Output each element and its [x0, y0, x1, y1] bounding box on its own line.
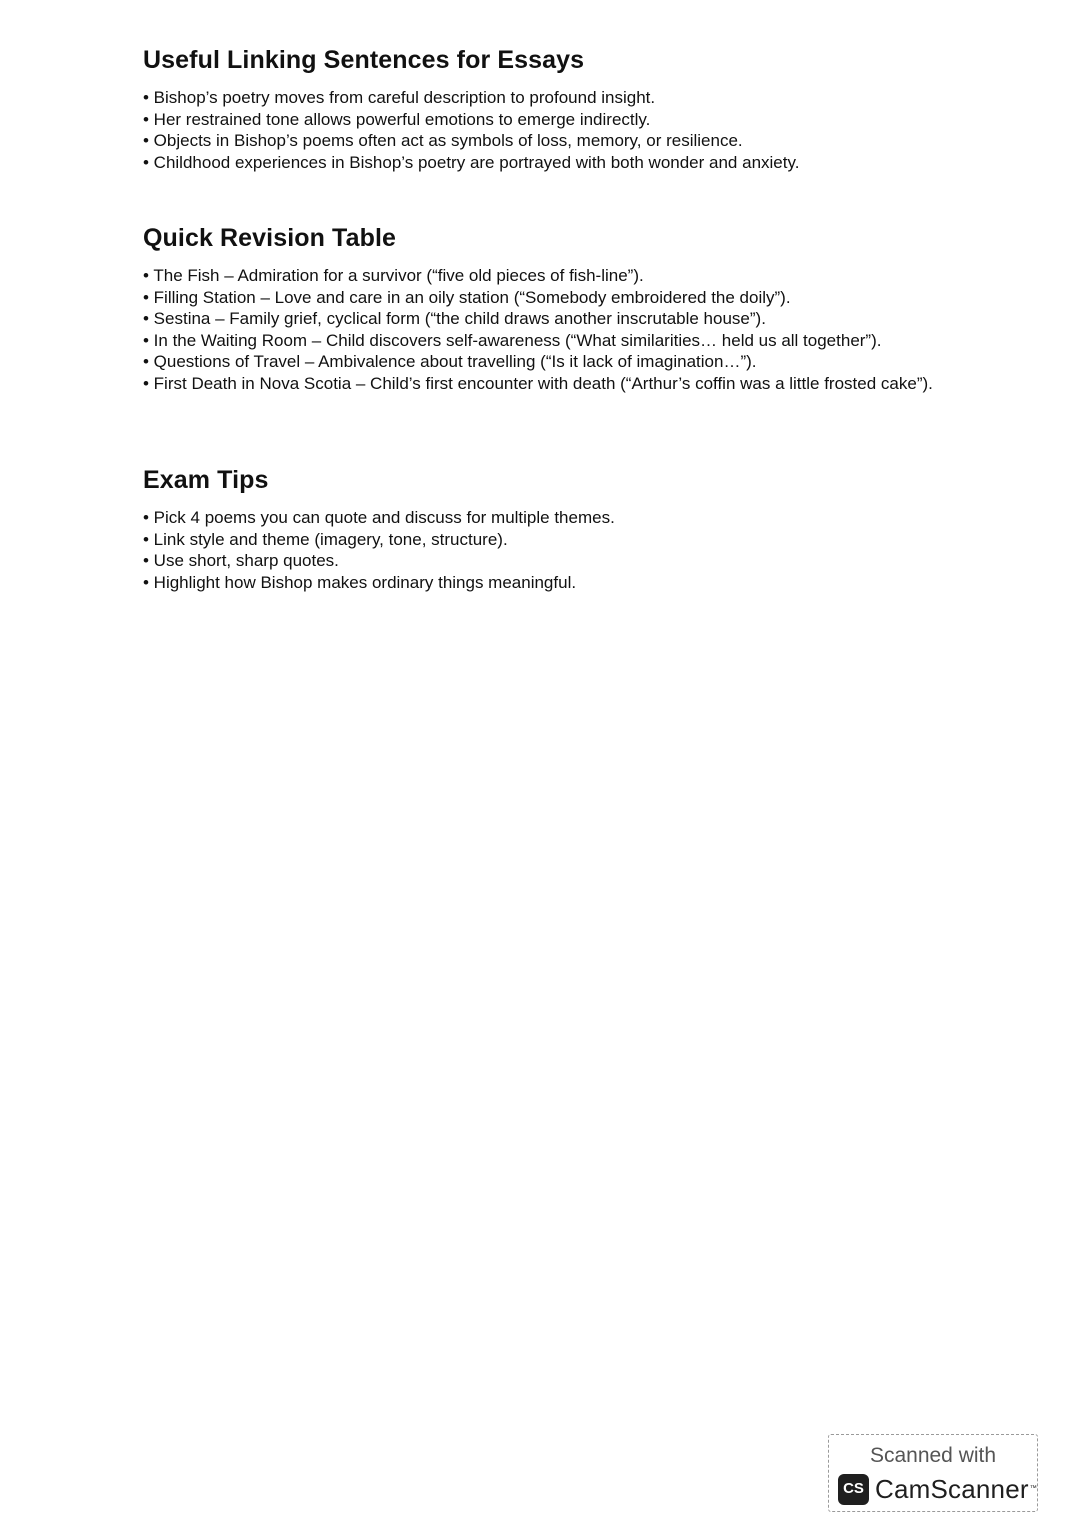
list-item: • Objects in Bishop’s poems often act as symbols of loss, memory, or resilience.: [143, 131, 743, 151]
logo-text: CS: [843, 1479, 864, 1497]
list-item: • In the Waiting Room – Child discovers self-awareness (“What similarities… held us all together”).: [143, 330, 882, 350]
camscanner-watermark: [828, 1434, 1038, 1512]
watermark-top-text: Scanned with: [869, 1444, 997, 1467]
list-item: • First Death in Nova Scotia – Child’s first encounter with death (“Arthur’s coffin was a little frosted cake”).: [143, 373, 933, 393]
camscanner-logo-icon: [838, 1474, 869, 1505]
list-item: • Highlight how Bishop makes ordinary things meaningful.: [143, 572, 577, 592]
section-linking-sentences: [143, 45, 943, 173]
list-item: • Use short, sharp quotes.: [143, 551, 339, 571]
list-item: • Questions of Travel – Ambivalence about travelling (“Is it lack of imagination…”).: [143, 352, 757, 372]
list-item: • Link style and theme (imagery, tone, structure).: [143, 529, 508, 549]
list-item: • Her restrained tone allows powerful emotions to emerge indirectly.: [143, 109, 651, 129]
watermark-brand-row: [838, 1473, 1037, 1505]
section-heading: Exam Tips: [143, 466, 269, 494]
list-item: • Filling Station – Love and care in an oily station (“Somebody embroidered the doily”).: [143, 287, 791, 307]
section-heading: Useful Linking Sentences for Essays: [143, 46, 585, 74]
section-quick-revision: [143, 223, 943, 395]
list-item: • Pick 4 poems you can quote and discuss for multiple themes.: [143, 508, 615, 527]
section-heading: Quick Revision Table: [143, 224, 397, 252]
bullet-list: [143, 87, 943, 173]
list-item: • Bishop’s poetry moves from careful description to profound insight.: [143, 88, 656, 107]
list-item: • Childhood experiences in Bishop’s poetry are portrayed with both wonder and anxiety.: [143, 152, 800, 172]
list-item: • Sestina – Family grief, cyclical form (“the child draws another inscrutable house”).: [143, 309, 766, 329]
section-exam-tips: [143, 465, 943, 593]
bullet-list: [143, 507, 943, 593]
watermark-brand: [875, 1474, 1037, 1504]
list-item: • The Fish – Admiration for a survivor (“five old pieces of fish-line”).: [143, 266, 644, 285]
trademark-mark: ™: [1029, 1485, 1037, 1492]
brand-name: CamScanner: [875, 1474, 1029, 1504]
bullet-list: [143, 265, 943, 395]
